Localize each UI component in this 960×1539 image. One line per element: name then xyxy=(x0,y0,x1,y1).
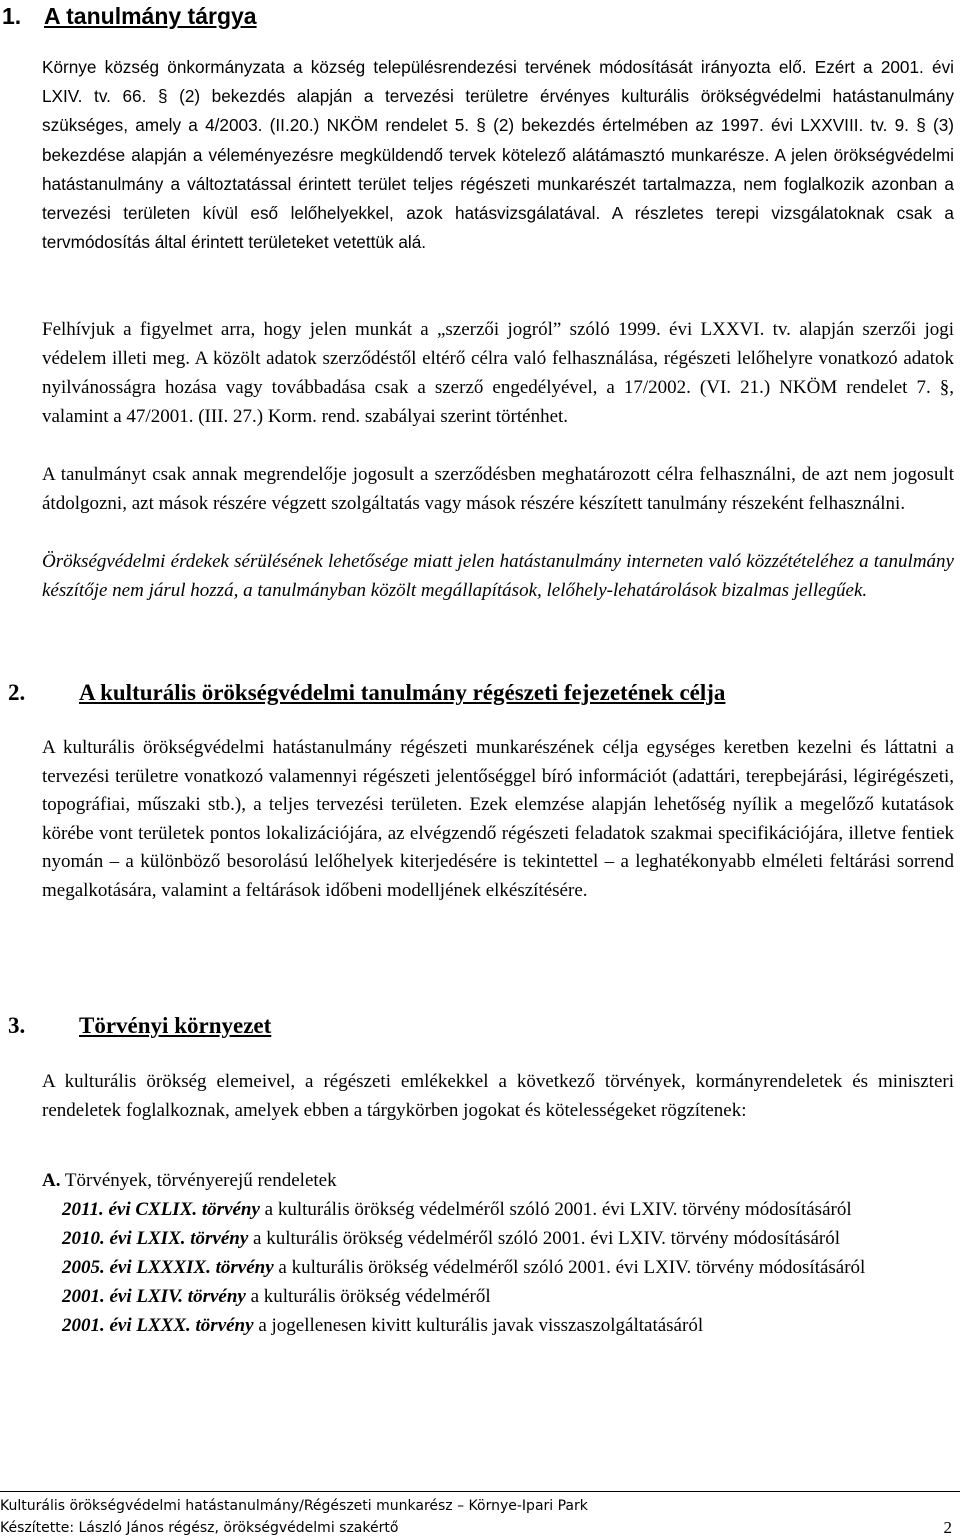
section-1-paragraph-confidential: Örökségvédelmi érdekek sérülésének lehetősége miatt jelen hatástanulmány interneten való közzétételéhez a tanulmány készítője nem járul hozzá, a tanulmányban közölt megállapítások, lelőhely-lehatárolások bizalmas jellegűek. xyxy=(42,551,954,601)
laws-subheading xyxy=(42,1166,954,1195)
section-1-paragraph-copyright: Felhívjuk a figyelmet arra, hogy jelen munkát a „szerzői jogról” szóló 1999. évi LXXVI. tv. alapján szerzői jogi védelem illeti meg. A közölt adatok szerződéstől eltérő célra való felhasználása, régészeti lelőhelyre vonatkozó adatok nyilvánosságra hozása vagy továbbadása csak a szerző engedélyével, a 17/2002. (VI. 21.) NKÖM rendelet 7. §, valamint a 47/2001. (III. 27.) Korm. rend. szabályai szerint történhet. xyxy=(42,319,954,427)
section-2-number: 2. xyxy=(8,680,26,705)
law-ref: 2001. évi LXXX. törvény xyxy=(62,1315,254,1336)
section-2-paragraph: A kulturális örökségvédelmi hatástanulmány régészeti munkarészének célja egységes keretben kezelni és láttatni a tervezési területre vonatkozó valamennyi régészeti jelentőséggel bíró információt (adattári, terepbejárási, légirégészeti, topográfiai, műszaki stb.), a teljes tervezési területen. Ezek elemzése alapján lehetőség nyílik a megelőző kutatások körébe vont területek pontos lokalizációjára, az elvégzendő régészeti feladatok szakmai specifikációjára, illetve fentiek nyomán – a különböző besorolású lelőhelyek kiterjedésére is tekintettel – a leghatékonyabb elméleti feltárási sorrend megalkotására, valamint a feltárások időbeni modelljének elkészítésére. xyxy=(42,737,954,901)
law-list xyxy=(62,1195,954,1340)
page-number: 2 xyxy=(943,1518,952,1537)
law-ref: 2005. évi LXXXIX. törvény xyxy=(62,1257,274,1278)
law-item xyxy=(62,1224,954,1253)
section-3-number: 3. xyxy=(8,1013,26,1038)
section-3-heading xyxy=(0,1011,271,1041)
law-desc: a kulturális örökség védelméről xyxy=(250,1286,491,1307)
section-2-title: A kulturális örökségvédelmi tanulmány régészeti fejezetének célja xyxy=(79,680,726,705)
footer-divider xyxy=(0,1491,960,1492)
law-item xyxy=(62,1311,954,1340)
law-ref: 2011. évi CXLIX. törvény xyxy=(62,1199,260,1220)
law-desc: a jogellenesen kivitt kulturális javak visszaszolgáltatásáról xyxy=(258,1315,704,1336)
law-desc: a kulturális örökség védelméről szóló 2001. évi LXIV. törvény módosításáról xyxy=(264,1199,852,1220)
law-desc: a kulturális örökség védelméről szóló 2001. évi LXIV. törvény módosításáról xyxy=(253,1228,840,1249)
law-desc: a kulturális örökség védelméről szóló 2001. évi LXIV. törvény módosításáról xyxy=(278,1257,866,1278)
law-item xyxy=(62,1253,954,1282)
section-1-title: A tanulmány tárgya xyxy=(44,3,257,29)
section-3-paragraph: A kulturális örökség elemeivel, a régészeti emlékekkel a következő törvények, kormányrendeletek és miniszteri rendeletek foglalkoznak, amelyek ebben a tárgykörben jogokat és kötelességeket rögzítenek: xyxy=(42,1071,954,1121)
laws-subheading-letter: A. xyxy=(42,1170,61,1191)
section-1-paragraph-main: Környe község önkormányzata a község településrendezési tervének módosítását irányozta elő. Ezért a 2001. évi LXIV. tv. 66. § (2) bekezdés alapján a tervezési területre érvényes kulturális örökségvédelmi hatástanulmány szükséges, amely a 4/2003. (II.20.) NKÖM rendelet 5. § (2) bekezdés értelmében az 1997. évi LXXVIII. tv. 9. § (3) bekezdése alapján a véleményezésre megküldendő tervek kötelező alátámasztó munkarésze. A jelen örökségvédelmi hatástanulmány a változtatással érintett terület teljes régészeti munkarészét tartalmazza, nem foglalkozik azonban a tervezési területen kívül eső lelőhelyekkel, azok hatásvizsgálatával. A részletes terepi vizsgálatoknak csak a tervmódosítás által érintett területeket vetettük alá. xyxy=(42,57,954,253)
laws-subheading-text: Törvények, törvényerejű rendeletek xyxy=(64,1170,337,1191)
footer-line-1: Kulturális örökségvédelmi hatástanulmány/Régészeti munkarész – Környe-Ipari Park xyxy=(0,1498,588,1514)
section-1-number: 1. xyxy=(2,3,22,29)
law-item xyxy=(62,1195,954,1224)
section-1-paragraph-usage: A tanulmányt csak annak megrendelője jogosult a szerződésben meghatározott célra felhasználni, de azt nem jogosult átdolgozni, azt mások részére végzett szolgáltatás vagy mások részére készített tanulmány részeként felhasználni. xyxy=(42,464,954,514)
section-1-heading xyxy=(0,1,257,31)
footer-line-2: Készítette: László János régész, örökségvédelmi szakértő xyxy=(0,1520,399,1536)
section-3-title: Törvényi környezet xyxy=(79,1013,272,1038)
law-ref: 2010. évi LXIX. törvény xyxy=(62,1228,249,1249)
section-2-heading xyxy=(0,678,725,708)
law-ref: 2001. évi LXIV. törvény xyxy=(62,1286,246,1307)
law-item xyxy=(62,1282,954,1311)
